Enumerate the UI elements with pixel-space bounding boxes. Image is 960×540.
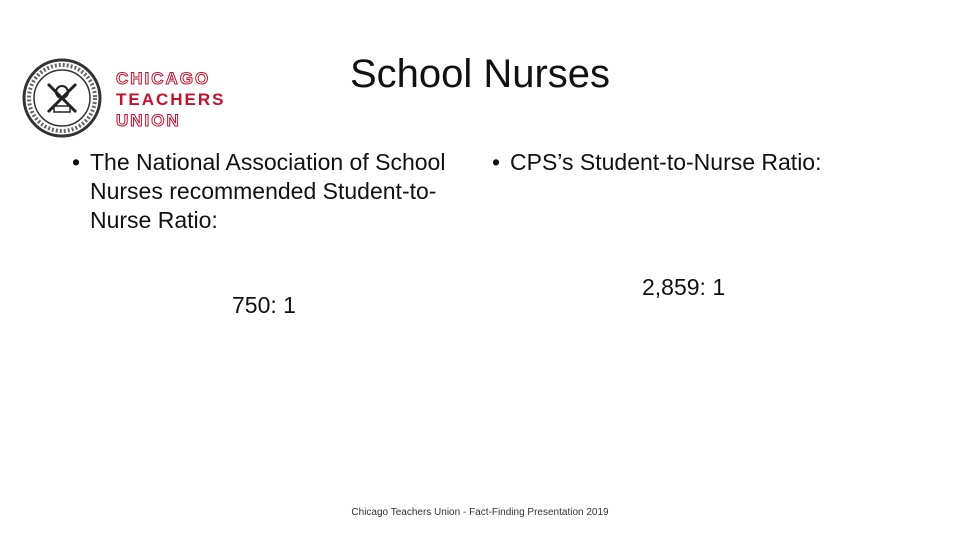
- right-bullet-text: CPS’s Student-to-Nurse Ratio:: [510, 149, 822, 175]
- left-bullet-text: The National Association of School Nurses recommended Student-to-Nurse Ratio:: [90, 149, 446, 233]
- slide-title: School Nurses: [349, 52, 611, 96]
- bullet-dot: •: [72, 149, 81, 175]
- logo-line-union: UNION: [116, 111, 181, 130]
- logo-line-chicago: CHICAGO: [116, 69, 211, 88]
- slide-footer: Chicago Teachers Union - Fact-Finding Presentation 2019: [351, 507, 609, 518]
- left-bullet: [72, 148, 452, 235]
- bullet-dot: •: [492, 149, 501, 175]
- right-bullet: [492, 148, 912, 177]
- logo-line-teachers: TEACHERS: [116, 90, 226, 109]
- nasn-ratio: 750: 1: [232, 292, 296, 318]
- cps-ratio: 2,859: 1: [642, 274, 726, 300]
